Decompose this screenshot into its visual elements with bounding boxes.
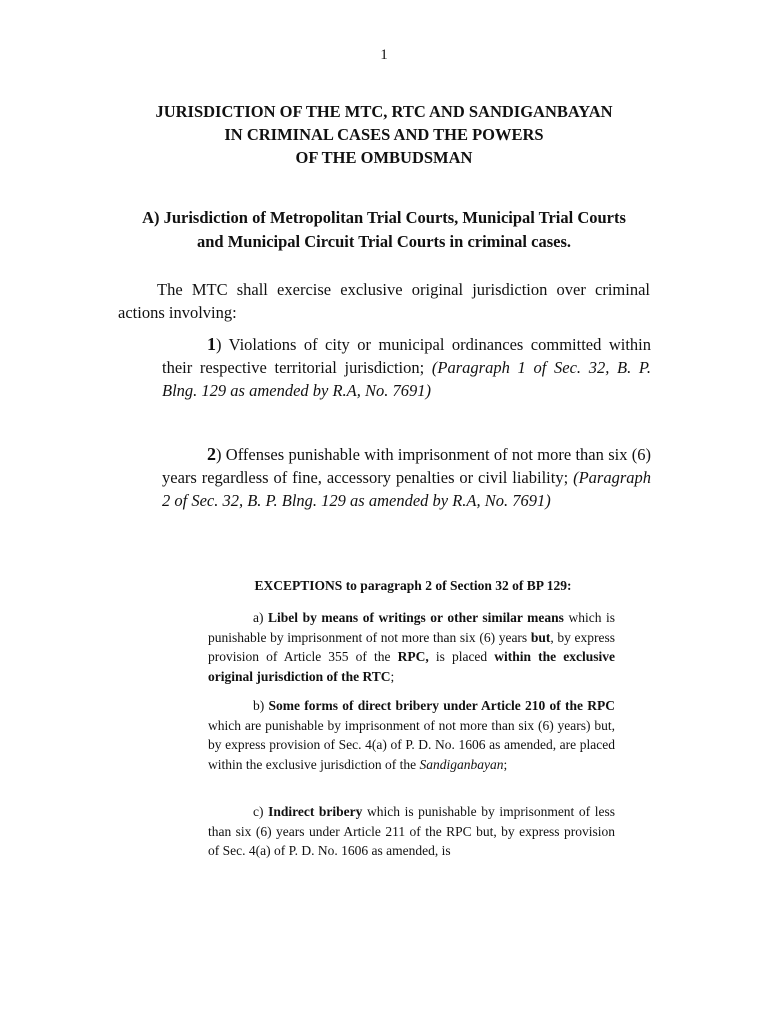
title-line-3: OF THE OMBUDSMAN xyxy=(295,148,473,167)
exception-text: which is punishable by imprisonment of less than six (6) years under Article 211 of the RPC but, by express provision of Sec. 4(a) of P. D. No. 1606 as amended, is xyxy=(208,804,615,858)
exception-bold-text: Some forms of direct bribery under Article 210 of the RPC xyxy=(268,698,616,713)
exception-text: ; xyxy=(390,668,395,684)
exception-bold-text: Indirect bribery xyxy=(268,804,363,819)
title-line-1: JURISDICTION OF THE MTC, RTC AND SANDIGANBAYAN xyxy=(155,102,613,121)
page-number: 1 xyxy=(380,47,388,63)
item-text: ) Violations of city or municipal ordinances committed within their respective territorial jurisdiction; xyxy=(162,335,651,377)
exception-prefix: c) xyxy=(253,804,269,819)
exception-bold-text: but xyxy=(530,629,551,645)
exception-bold-text: within the exclusive original jurisdiction of the RTC xyxy=(208,649,615,684)
exception-text: which are punishable by imprisonment of not more than six (6) years) but, by express provision of Sec. 4(a) of P. D. No. 1606 as amended, are placed within the exclusive jurisdiction of the xyxy=(208,717,615,772)
item-text: ) Offenses punishable with imprisonment of not more than six (6) years regardless of fine, accessory penalties or civil liability; xyxy=(162,445,651,487)
section-a-line-1: A) Jurisdiction of Metropolitan Trial Courts, Municipal Trial Courts xyxy=(142,208,626,227)
exception-bold-text: Libel by means of writings or other similar means xyxy=(268,610,564,625)
exception-c xyxy=(208,802,615,861)
title-line-2: IN CRIMINAL CASES AND THE POWERS xyxy=(224,125,544,144)
list-item xyxy=(162,443,651,512)
exception-prefix: a) xyxy=(253,610,269,625)
item-number: 1 xyxy=(207,334,216,354)
exceptions-heading: EXCEPTIONS to paragraph 2 of Section 32 of BP 129: xyxy=(254,578,572,593)
exception-bold-text: RPC, xyxy=(397,649,429,664)
section-a-line-2: and Municipal Circuit Trial Courts in criminal cases. xyxy=(196,232,571,251)
list-item xyxy=(162,333,651,402)
exception-text: is placed xyxy=(428,649,495,664)
item-citation: (Paragraph 2 of Sec. 32, B. P. Blng. 129 as amended by R.A, No. 7691) xyxy=(162,468,651,510)
item-number: 2 xyxy=(207,444,216,464)
exception-text: , by express provision of Article 355 of the xyxy=(208,629,615,664)
item-citation: (Paragraph 1 of Sec. 32, B. P. Blng. 129 as amended by R.A, No. 7691) xyxy=(162,358,651,400)
exception-prefix: b) xyxy=(253,698,269,713)
document-title xyxy=(100,100,668,169)
section-a-heading xyxy=(100,206,668,254)
intro-paragraph: The MTC shall exercise exclusive original jurisdiction over criminal actions involving: xyxy=(118,280,650,322)
exception-text: ; xyxy=(503,756,508,772)
exception-a xyxy=(208,608,615,686)
exception-text: which is punishable by imprisonment of not more than six (6) years xyxy=(208,610,616,645)
exception-b xyxy=(208,696,615,774)
exception-italic-text: Sandiganbayan xyxy=(419,756,504,772)
